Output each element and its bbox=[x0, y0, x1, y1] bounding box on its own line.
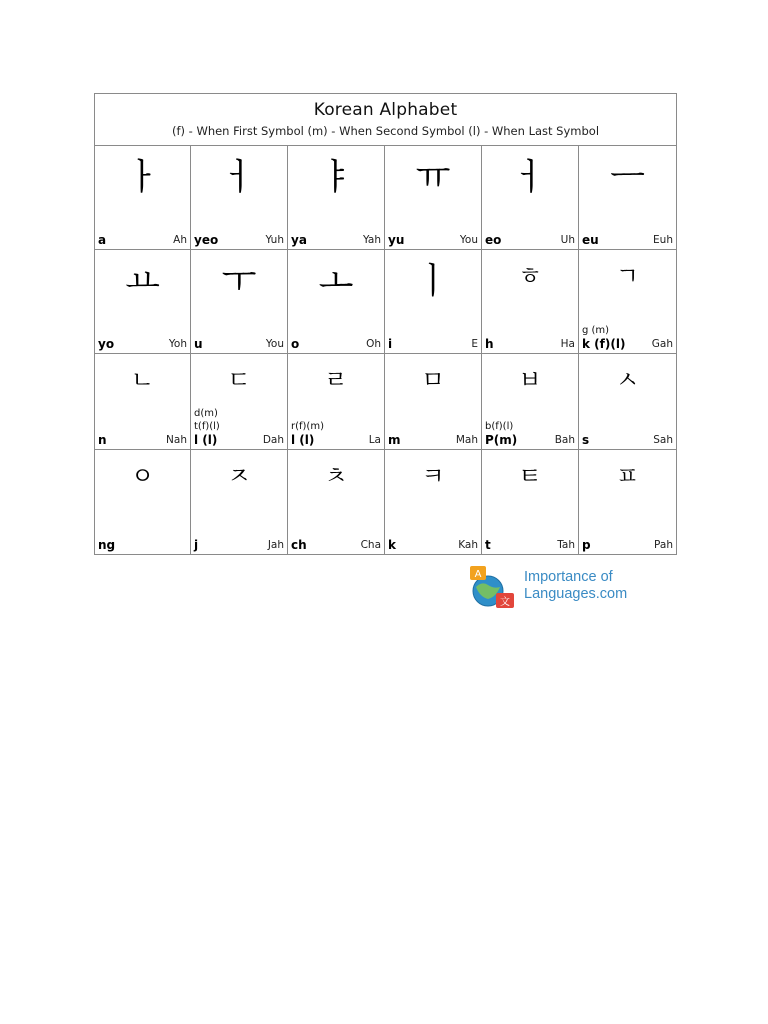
romanization: yeo bbox=[194, 233, 219, 247]
romanization: ch bbox=[291, 538, 307, 552]
position-notes bbox=[485, 420, 513, 433]
position-note: d(m) bbox=[194, 408, 218, 419]
letter-cell bbox=[385, 450, 482, 554]
hangul-glyph: ㄹ bbox=[324, 366, 348, 394]
letter-cell bbox=[191, 250, 288, 354]
hangul-glyph: ㅓ bbox=[221, 157, 257, 198]
romanization: l (l) bbox=[291, 433, 315, 447]
logo-text bbox=[524, 569, 627, 603]
chart-header bbox=[95, 94, 676, 146]
letter-cell bbox=[579, 146, 676, 250]
pronunciation: You bbox=[265, 338, 284, 350]
logo-letter-b: 文 bbox=[500, 597, 510, 608]
pronunciation: Kah bbox=[458, 539, 478, 551]
hangul-glyph: ㄷ bbox=[227, 366, 251, 394]
letter-cell bbox=[385, 146, 482, 250]
hangul-glyph: ㄴ bbox=[130, 366, 155, 394]
pronunciation: Mah bbox=[455, 434, 478, 446]
hangul-glyph: ㅠ bbox=[415, 157, 451, 198]
romanization: eu bbox=[582, 233, 599, 247]
romanization: P(m) bbox=[485, 433, 518, 447]
position-notes bbox=[291, 420, 324, 433]
pronunciation: Ah bbox=[173, 234, 187, 246]
hangul-glyph: ㅊ bbox=[324, 462, 348, 490]
letter-cell bbox=[288, 250, 385, 354]
letter-cell bbox=[385, 354, 482, 450]
letter-cell bbox=[385, 250, 482, 354]
romanization: ya bbox=[291, 233, 307, 247]
pronunciation: La bbox=[368, 434, 381, 446]
position-note: b(f)(l) bbox=[485, 421, 514, 432]
letter-cell bbox=[482, 450, 579, 554]
hangul-glyph: ㅜ bbox=[221, 261, 257, 302]
hangul-glyph: ㅁ bbox=[421, 366, 445, 394]
letter-cell bbox=[579, 450, 676, 554]
romanization: k bbox=[388, 538, 396, 552]
letter-cell bbox=[482, 250, 579, 354]
pronunciation: Yuh bbox=[265, 234, 284, 246]
hangul-glyph: ㅌ bbox=[518, 462, 542, 490]
letter-cell bbox=[95, 250, 191, 354]
romanization: n bbox=[98, 433, 107, 447]
hangul-glyph: ㅂ bbox=[518, 366, 542, 394]
hangul-glyph: ㅡ bbox=[610, 157, 645, 198]
romanization: u bbox=[194, 337, 203, 351]
romanization: t bbox=[485, 538, 491, 552]
pronunciation: Yah bbox=[362, 234, 381, 246]
pronunciation: Ha bbox=[560, 338, 575, 350]
pronunciation: Gah bbox=[651, 338, 673, 350]
letter-cell bbox=[191, 450, 288, 554]
importance-of-languages-logo bbox=[466, 565, 646, 613]
romanization: h bbox=[485, 337, 494, 351]
logo-line-2: Languages.com bbox=[524, 586, 628, 602]
romanization: j bbox=[194, 538, 199, 552]
pronunciation: Euh bbox=[653, 234, 673, 246]
letter-cell bbox=[191, 354, 288, 450]
romanization: s bbox=[582, 433, 590, 447]
hangul-glyph: ㅇ bbox=[130, 462, 155, 490]
romanization: k (f)(l) bbox=[582, 337, 626, 351]
romanization: eo bbox=[485, 233, 502, 247]
romanization: ng bbox=[98, 538, 116, 552]
pronunciation: Cha bbox=[360, 539, 381, 551]
letter-cell bbox=[95, 450, 191, 554]
globe-translate-icon bbox=[466, 565, 518, 611]
logo-letter-a: A bbox=[474, 569, 482, 580]
pronunciation: Dah bbox=[262, 434, 284, 446]
hangul-glyph: ㅏ bbox=[125, 157, 160, 198]
hangul-glyph: ㅑ bbox=[318, 157, 354, 198]
hangul-glyph: ㅍ bbox=[615, 462, 640, 490]
hangul-glyph: ㅎ bbox=[518, 262, 542, 290]
position-notes bbox=[582, 324, 609, 337]
pronunciation: Jah bbox=[267, 539, 284, 551]
pronunciation: Yoh bbox=[168, 338, 187, 350]
pronunciation: Nah bbox=[166, 434, 187, 446]
romanization: i bbox=[388, 337, 393, 351]
position-note: g (m) bbox=[582, 325, 610, 336]
letter-cell bbox=[288, 146, 385, 250]
logo-line-1: Importance of bbox=[524, 569, 613, 585]
letter-cell bbox=[579, 250, 676, 354]
pronunciation: Pah bbox=[654, 539, 673, 551]
pronunciation: Tah bbox=[557, 539, 575, 551]
pronunciation: Sah bbox=[653, 434, 673, 446]
letter-cell bbox=[95, 146, 191, 250]
letter-cell bbox=[579, 354, 676, 450]
pronunciation: Oh bbox=[366, 338, 381, 350]
alphabet-grid bbox=[95, 146, 676, 554]
hangul-glyph: ㅋ bbox=[421, 462, 445, 490]
letter-cell bbox=[95, 354, 191, 450]
position-note: t(f)(l) bbox=[194, 421, 220, 432]
pronunciation: E bbox=[471, 338, 478, 350]
letter-cell bbox=[191, 146, 288, 250]
romanization: l (l) bbox=[194, 433, 218, 447]
position-notes bbox=[194, 407, 220, 433]
hangul-glyph: ㅣ bbox=[415, 261, 451, 302]
pronunciation: Bah bbox=[554, 434, 575, 446]
romanization: p bbox=[582, 538, 591, 552]
position-note: r(f)(m) bbox=[291, 421, 324, 432]
letter-cell bbox=[482, 354, 579, 450]
korean-alphabet-chart bbox=[94, 93, 677, 555]
romanization: yu bbox=[388, 233, 405, 247]
romanization: yo bbox=[98, 337, 115, 351]
romanization: m bbox=[388, 433, 401, 447]
chart-legend: (f) - When First Symbol (m) - When Second Symbol (l) - When Last Symbol bbox=[171, 124, 600, 138]
hangul-glyph: ㅓ bbox=[512, 157, 548, 198]
hangul-glyph: ㅅ bbox=[615, 366, 640, 394]
romanization: a bbox=[98, 233, 107, 247]
pronunciation: Uh bbox=[560, 234, 575, 246]
chart-title: Korean Alphabet bbox=[313, 100, 458, 120]
letter-cell bbox=[482, 146, 579, 250]
hangul-glyph: ㅈ bbox=[227, 462, 251, 490]
pronunciation: You bbox=[459, 234, 478, 246]
hangul-glyph: ㅛ bbox=[125, 261, 160, 302]
letter-cell bbox=[288, 354, 385, 450]
romanization: o bbox=[291, 337, 300, 351]
hangul-glyph: ㅗ bbox=[318, 261, 354, 302]
letter-cell bbox=[288, 450, 385, 554]
hangul-glyph: ㄱ bbox=[615, 262, 640, 290]
